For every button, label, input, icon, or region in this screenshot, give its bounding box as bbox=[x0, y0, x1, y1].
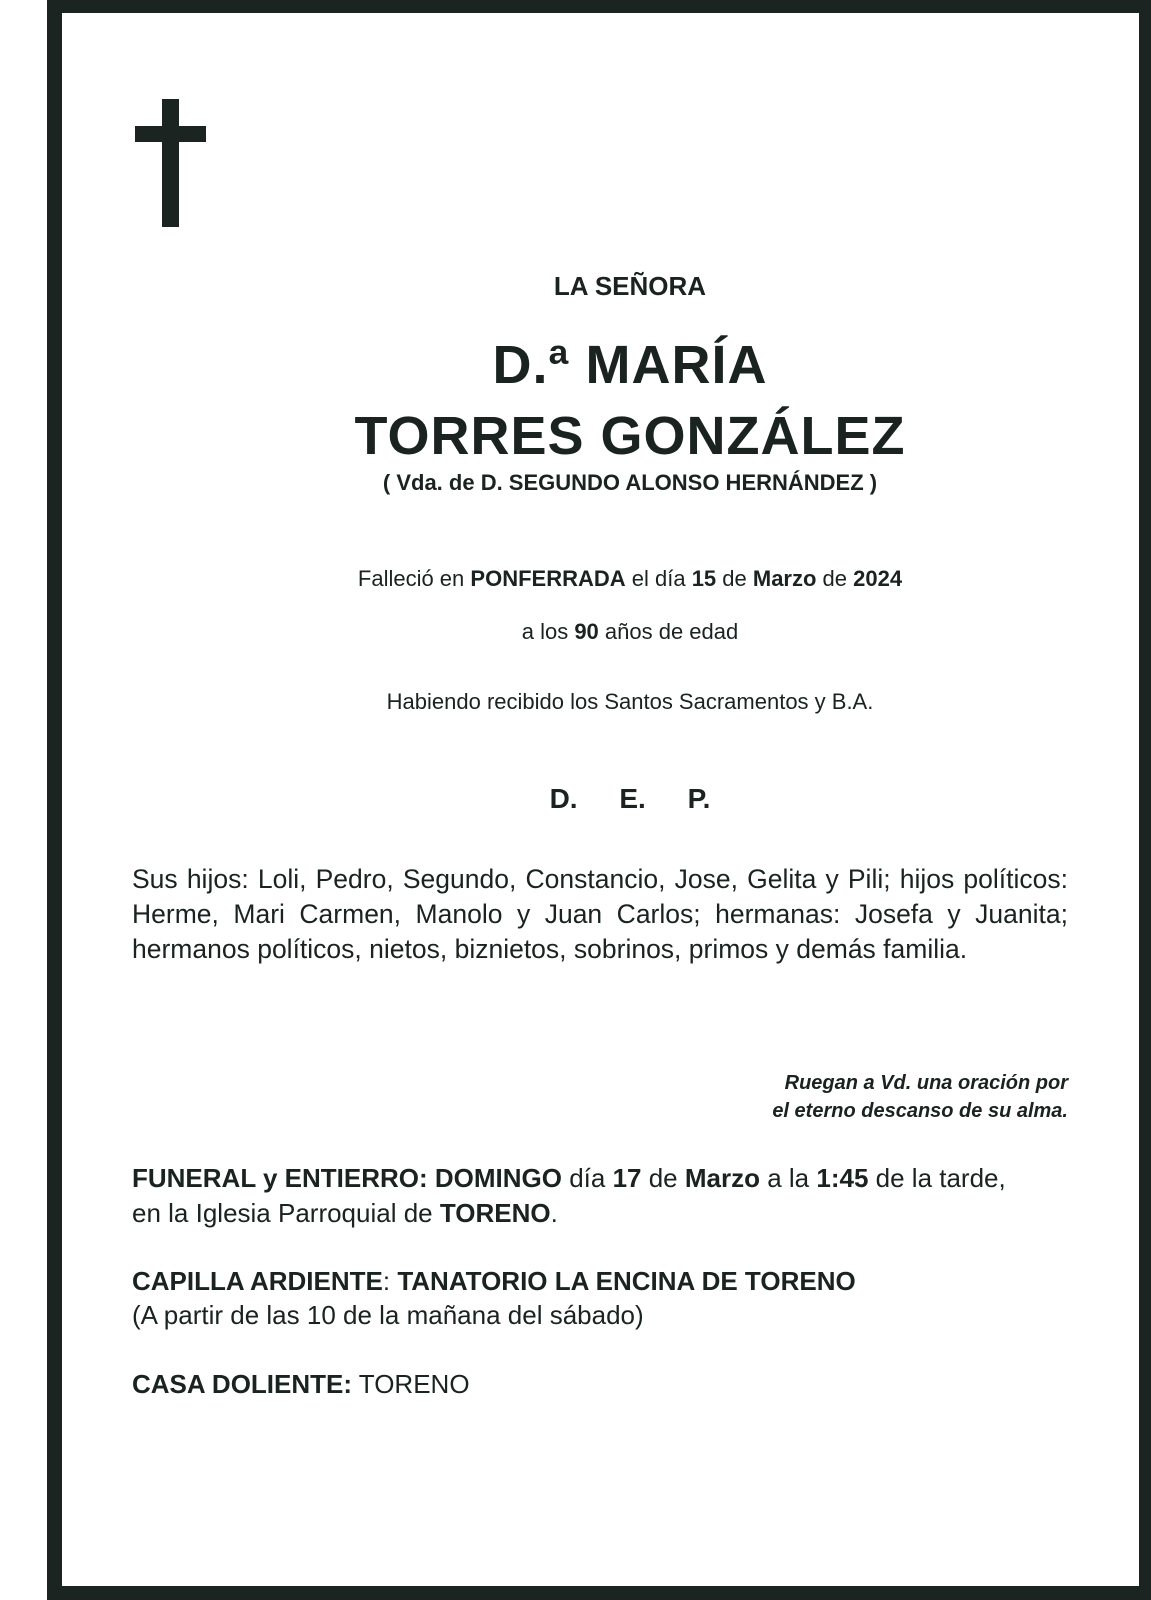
death-year: 2024 bbox=[853, 566, 903, 591]
prayer-line2: el eterno descanso de su alma. bbox=[772, 1100, 1068, 1122]
dep-line: D. E. P. bbox=[549, 783, 711, 814]
sacraments-line: Habiendo recibido los Santos Sacramentos y B.A. bbox=[386, 689, 874, 714]
funeral-place: TORENO bbox=[439, 1198, 551, 1228]
death-details: Falleció en PONFERRADA el día 15 de Marzo de 2024 bbox=[357, 566, 903, 591]
age-line: a los 90 años de edad bbox=[521, 619, 739, 644]
chapel-note: (A partir de las 10 de la mañana del sábado) bbox=[132, 1300, 644, 1330]
funeral-time: 1:45 bbox=[816, 1163, 869, 1193]
house-value: TORENO bbox=[352, 1369, 470, 1399]
deceased-name-line2: TORRES GONZÁLEZ bbox=[354, 406, 906, 466]
house-line bbox=[132, 1369, 1092, 1400]
chapel-label: CAPILLA ARDIENTE bbox=[132, 1266, 383, 1296]
house-label: CASA DOLIENTE: bbox=[132, 1369, 353, 1399]
deceased-name-line1: D.ª MARÍA bbox=[492, 335, 768, 395]
intro-title: LA SEÑORA bbox=[553, 271, 707, 301]
death-place: PONFERRADA bbox=[470, 566, 626, 591]
funeral-month: Marzo bbox=[684, 1163, 760, 1193]
prayer-line1: Ruegan a Vd. una oración por bbox=[784, 1072, 1068, 1094]
funeral-line1: FUNERAL y ENTIERRO: DOMINGO día 17 de Marzo a la 1:45 de la tarde, bbox=[132, 1163, 1006, 1193]
chapel-value: TANATORIO LA ENCINA DE TORENO bbox=[397, 1266, 856, 1296]
funeral-day: 17 bbox=[612, 1163, 642, 1193]
cross-icon bbox=[135, 99, 206, 227]
death-month: Marzo bbox=[752, 566, 817, 591]
widow-of: ( Vda. de D. SEGUNDO ALONSO HERNÁNDEZ ) bbox=[382, 470, 878, 495]
chapel-line: CAPILLA ARDIENTE: TANATORIO LA ENCINA DE TORENO bbox=[132, 1266, 856, 1296]
death-day: 15 bbox=[691, 566, 717, 591]
family-paragraph: Sus hijos: Loli, Pedro, Segundo, Constancio, Jose, Gelita y Pili; hijos políticos: Herme, Mari Carmen, Manolo y Juan Carlos; hermanas: Josefa y Juanita; hermanos políticos, nietos, biznietos, sobrinos, primos y demás familia. bbox=[132, 864, 1068, 964]
age-years: 90 bbox=[574, 619, 599, 644]
funeral-line2: en la Iglesia Parroquial de TORENO. bbox=[132, 1198, 558, 1228]
funeral-label: FUNERAL y ENTIERRO: DOMINGO bbox=[132, 1163, 562, 1193]
